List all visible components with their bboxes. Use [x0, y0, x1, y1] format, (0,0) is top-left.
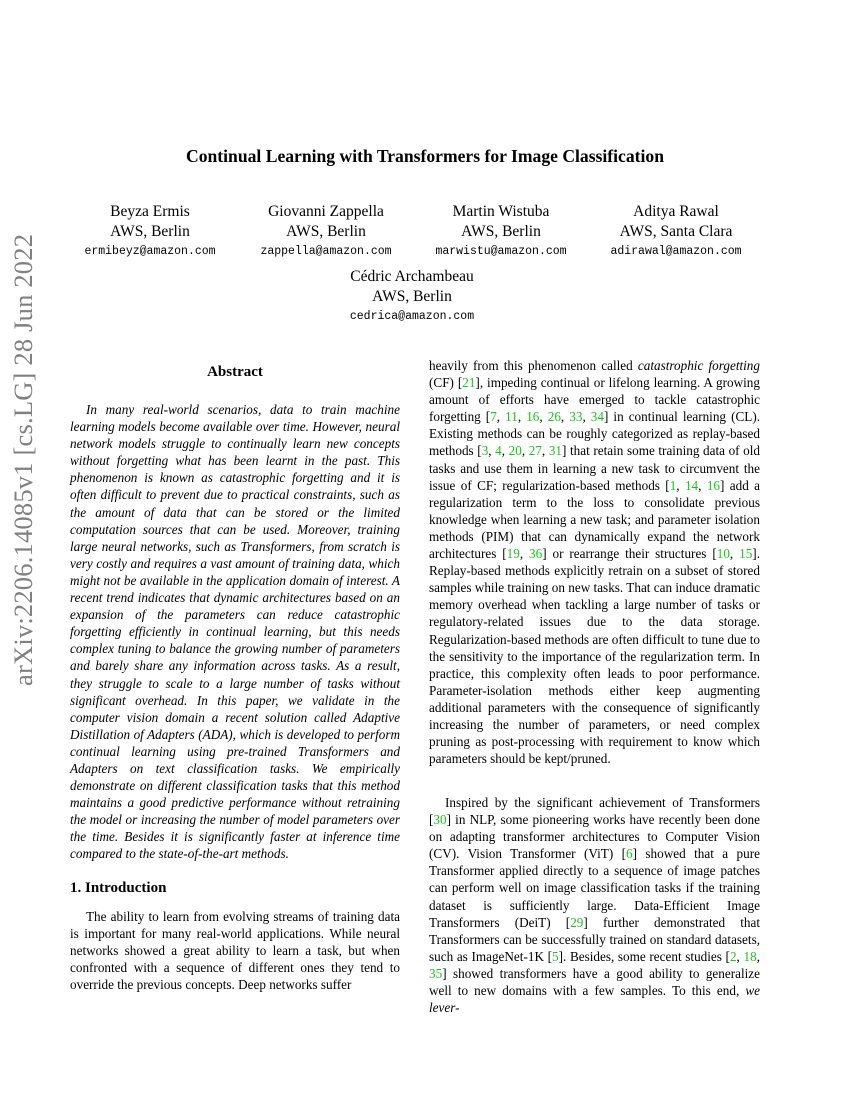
citation-link[interactable]: 3	[481, 443, 489, 459]
text-span: ] that retain some training data of old tasks and use them in learning a new task to circumvent the issue of CF; regularization-based methods [	[429, 443, 760, 493]
paper-title: Continual Learning with Transformers for Image Classification	[186, 146, 664, 166]
abstract-heading: Abstract	[207, 364, 263, 380]
text-span: (CF) [	[429, 375, 463, 391]
author-name: Giovanni Zappella	[268, 203, 384, 220]
author-email[interactable]: adirawal@amazon.com	[610, 245, 742, 258]
introduction-paragraph-left	[70, 908, 400, 993]
text-span: Inspired by the significant achievement of Transformers [	[429, 795, 760, 828]
author-name: Beyza Ermis	[110, 203, 190, 220]
introduction-paragraph-right-1	[429, 357, 760, 767]
author-affiliation: AWS, Berlin	[286, 223, 366, 240]
text-span: ]. Replay-based methods explicitly retrain on a subset of stored samples while training on new tasks. That can induce dramatic memory overhead when tackling a large number of tasks or regulatory-related issues due to the data storage. Regularization-based methods are often difficult to tune due to the sensitivity to the importance of the regularization term. In practice, this complexity often leads to poor performance. Parameter-isolation methods either keep augmenting additional parameters with the consequence of significantly increasing the number of parameters, or need complex pruning as post-processing with requirement to know which parameters should be kept/pruned.	[429, 546, 760, 767]
emphasis-text: catastrophic forgetting	[637, 358, 760, 373]
citation-link[interactable]: 29	[570, 914, 584, 930]
citation-link[interactable]: 14	[684, 477, 699, 493]
citation-link[interactable]: 36	[529, 546, 543, 562]
abstract-text	[70, 401, 400, 863]
author-email[interactable]: ermibeyz@amazon.com	[84, 245, 216, 258]
citation-link[interactable]: 34	[590, 409, 604, 425]
citation-link[interactable]: 30	[433, 812, 447, 828]
citation-link[interactable]: 18	[743, 948, 757, 964]
author-email[interactable]: zappella@amazon.com	[260, 245, 392, 258]
citation-link[interactable]: 1	[669, 477, 677, 493]
text-span: ] showed transformers have a good ability to generalize well to new domains with a few samples. To this end,	[429, 965, 760, 999]
arxiv-identifier: arXiv:2206.14085v1 [cs.LG] 28 Jun 2022	[8, 233, 38, 686]
citation-link[interactable]: 11	[505, 409, 518, 425]
intro-paragraph: Inspired by the significant achievement of Transformers [30] in NLP, some pioneering works have recently been done on adapting transformer architectures to Computer Vision (CV). Vision Transformer (ViT) [6] showed that a pure Transformer applied directly to a sequence of image patches can perform well on image classification tasks if the training dataset is sufficiently large. Data-Efficient Image Transformers (DeiT) [29] further demonstrated that Transformers can be successfully trained on standard datasets, such as ImageNet-1K [5]. Besides, some recent studies [2, 18, 35] showed transformers have a good ability to generalize well to new domains with a few samples. To this end, we lever-	[429, 795, 760, 1016]
author-block	[50, 202, 250, 261]
citation-link[interactable]: 7	[490, 409, 497, 425]
text-span: heavily from this phenomenon called	[429, 358, 638, 373]
citation-link[interactable]: 15	[739, 546, 753, 562]
citation-link[interactable]: 19	[506, 546, 520, 562]
text-span: ] add a regularization term to the loss to consolidate previous knowledge when learning a new task; and parameter isolation methods (PIM) that can dynamically expand the network architectures [	[429, 477, 761, 562]
author-name: Cédric Archambeau	[350, 268, 474, 285]
introduction-heading: 1. Introduction	[70, 880, 167, 896]
citation-link[interactable]: 16	[526, 409, 540, 425]
author-affiliation: AWS, Berlin	[461, 223, 541, 240]
citation-link[interactable]: 27	[528, 443, 542, 459]
text-span: ] in continual learning (CL). Existing methods can be roughly categorized as replay-based methods [	[429, 409, 761, 459]
introduction-paragraph-right-2	[429, 794, 760, 1016]
text-span: ]. Besides, some recent studies [	[558, 948, 730, 964]
citation-link[interactable]: 26	[547, 409, 561, 425]
author-name: Martin Wistuba	[452, 203, 550, 220]
author-affiliation: AWS, Santa Clara	[619, 223, 733, 240]
author-block	[401, 202, 601, 261]
author-block	[226, 202, 426, 261]
author-affiliation: AWS, Berlin	[110, 223, 190, 240]
text-span: ], impeding continual or lifelong learning. A growing amount of efforts have emerged to tackle catastrophic forgetting [	[429, 375, 760, 425]
text-span: ] showed that a pure Transformer applied directly to a sequence of image patches can perform well on image classification tasks if the training dataset is sufficiently large. Data-Efficient Image Transformers (DeiT) [	[429, 846, 760, 930]
text-span: ] or rearrange their structures [	[542, 546, 717, 562]
citation-link[interactable]: 4	[495, 443, 502, 459]
citation-link[interactable]: 5	[552, 948, 559, 964]
author-email[interactable]: cedrica@amazon.com	[349, 310, 475, 323]
author-block	[576, 202, 776, 261]
intro-paragraph: heavily from this phenomenon called catastrophic forgetting (CF) [21], impeding continual or lifelong learning. A growing amount of efforts have emerged to tackle catastrophic forgetting [7, 11, 16, 26, 33, 34] in continual learning (CL). Existing methods can be roughly categorized as replay-based methods [3, 4, 20, 27, 31] that retain some training data of old tasks and use them in learning a new task to circumvent the issue of CF; regularization-based methods [1, 14, 16] add a regularization term to the loss to consolidate previous knowledge when learning a new task; and parameter isolation methods (PIM) that can dynamically expand the network architectures [19, 36] or rearrange their structures [10, 15]. Replay-based methods explicitly retrain on a subset of stored samples while training on new tasks. That can induce dramatic memory overhead when tackling a large number of tasks or regulatory-related issues due to the data storage. Regularization-based methods are often difficult to tune due to the sensitivity to the importance of the regularization term. In practice, this complexity often leads to poor performance. Parameter-isolation methods either keep augmenting additional parameters with the consequence of significantly increasing the number of parameters, or need complex pruning as post-processing with requirement to know which parameters should be kept/pruned.	[429, 358, 761, 767]
text-span: ] in NLP, some pioneering works have recently been done on adapting transformer architectures to Computer Vision (CV). Vision Transformer (ViT) [	[429, 812, 760, 862]
citation-link[interactable]: 2	[729, 948, 737, 964]
intro-paragraph: The ability to learn from evolving streams of training data is important for many real-world applications. While neural networks showed a great ability to learn a task, but when confronted with a sequence of different ones they tend to override the previous concepts. Deep networks suffer	[70, 909, 400, 993]
author-email[interactable]: marwistu@amazon.com	[435, 245, 567, 258]
author-name: Aditya Rawal	[633, 203, 719, 220]
citation-link[interactable]: 10	[716, 546, 730, 562]
citation-link[interactable]: 35	[429, 965, 443, 981]
citation-link[interactable]: 6	[626, 846, 633, 862]
citation-link[interactable]: 21	[462, 375, 476, 391]
citation-link[interactable]: 33	[569, 409, 583, 425]
citation-link[interactable]: 16	[706, 477, 720, 493]
emphasis-text: we lever-	[429, 983, 760, 1016]
author-affiliation: AWS, Berlin	[372, 288, 452, 305]
abstract-paragraph: In many real-world scenarios, data to train machine learning models become available over time. However, neural network models struggle to continually learn new concepts without forgetting what has been learnt in the past. This phenomenon is known as catastrophic forgetting and it is often difficult to prevent due to practical constraints, such as the amount of data that can be stored or the limited computation sources that can be used. Moreover, training large neural networks, such as Transformers, from scratch is very costly and requires a vast amount of training data, which might not be available in the application domain of interest. A recent trend indicates that dynamic architectures based on an expansion of the parameters can reduce catastrophic forgetting efficiently in continual learning, but this needs complex tuning to balance the growing number of parameters and barely share any information across tasks. As a result, they struggle to scale to a large number of tasks without significant overhead. In this paper, we validate in the computer vision domain a recent solution called Adaptive Distillation of Adapters (ADA), which is developed to perform continual learning using pre-trained Transformers and Adapters on text classification tasks. We empirically demonstrate on different classification tasks that this method maintains a good predictive performance without retraining the model or increasing the number of model parameters over the time. Besides it is significantly faster at inference time compared to the state-of-the-art methods.	[70, 402, 400, 862]
text-span: ] further demonstrated that Transformers can be successfully trained on standard datasets, such as ImageNet-1K [	[429, 914, 760, 964]
citation-link[interactable]: 20	[508, 443, 522, 459]
citation-link[interactable]: 31	[548, 443, 562, 459]
author-block	[312, 267, 512, 326]
